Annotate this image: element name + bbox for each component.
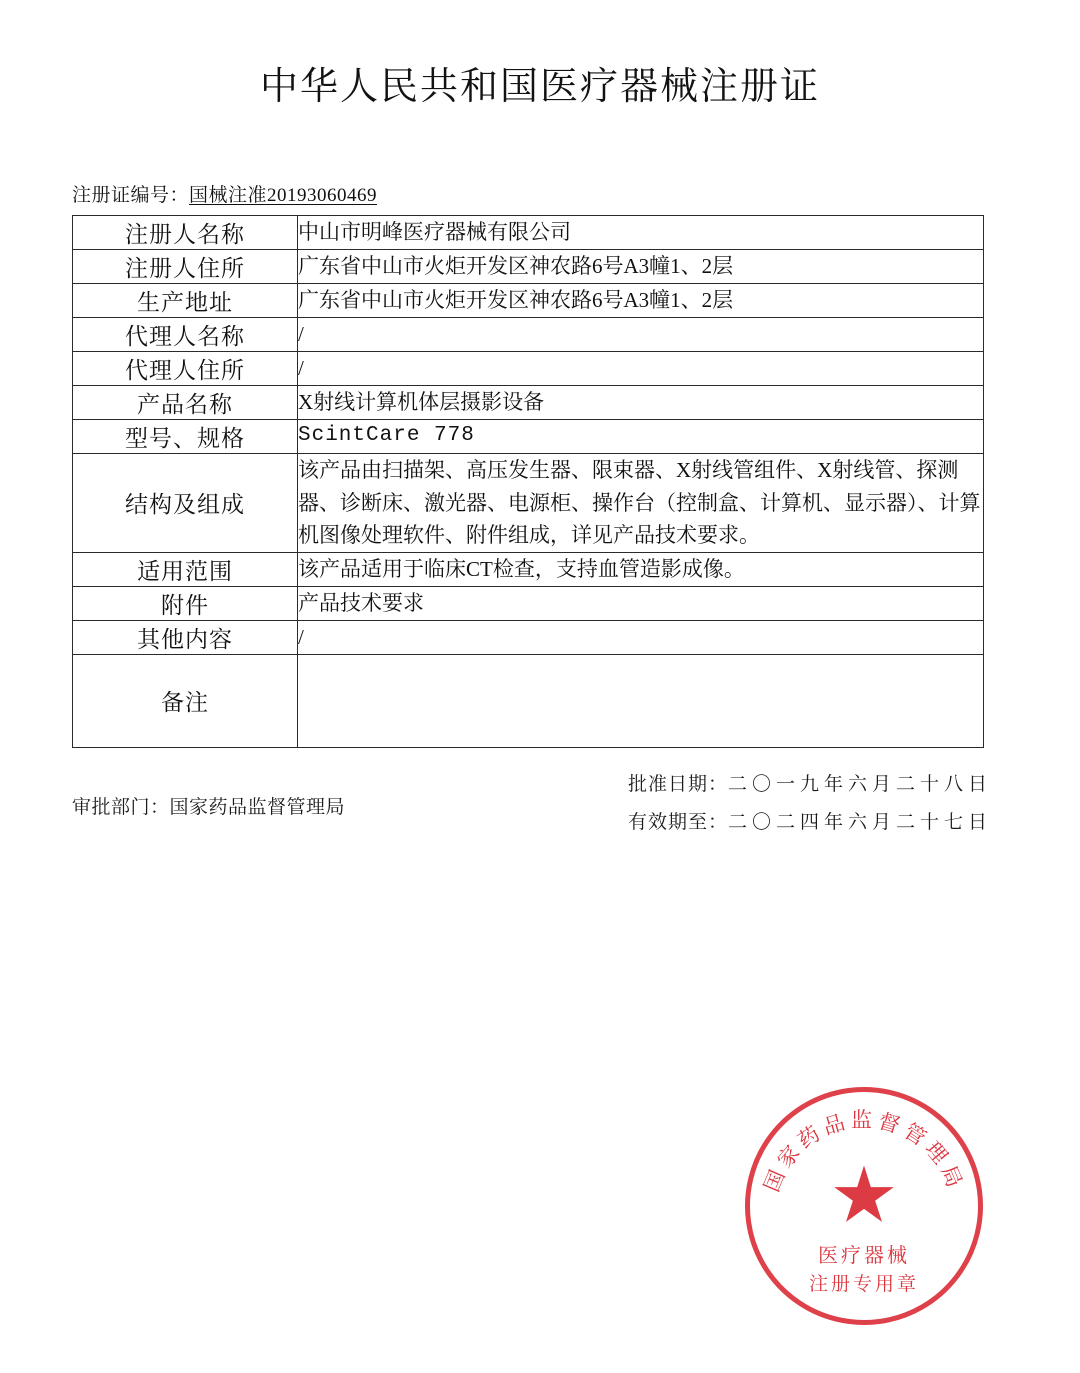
seal-arc-text [745,1087,983,1325]
row-label-structure-composition: 结构及组成 [73,454,298,553]
row-value-production-address: 广东省中山市火炬开发区神农路6号A3幢1、2层 [298,284,984,318]
row-label-agent-name: 代理人名称 [73,318,298,352]
registration-number-value: 国械注准20193060469 [189,185,378,206]
table-row [73,284,984,318]
row-label-scope-of-application: 适用范围 [73,552,298,586]
valid-until-value: 二〇二四年六月二十七日 [727,811,992,833]
row-label-agent-address: 代理人住所 [73,352,298,386]
row-label-model-spec: 型号、规格 [73,420,298,454]
row-value-model-spec: ScintCare 778 [298,420,984,454]
row-label-registrant-address: 注册人住所 [73,250,298,284]
table-row [73,654,984,747]
seal-arc-label: 国家药品监督管理局 [759,1108,969,1196]
table-row [73,318,984,352]
seal-ring [730,1072,999,1341]
row-label-attachment: 附件 [73,586,298,620]
row-value-agent-name: / [298,318,984,352]
approval-date-label: 批准日期： [627,773,728,795]
row-value-registrant-name: 中山市明峰医疗器械有限公司 [298,216,984,250]
row-value-attachment: 产品技术要求 [298,586,984,620]
row-label-product-name: 产品名称 [73,386,298,420]
table-row [73,216,984,250]
row-label-other-content: 其他内容 [73,620,298,654]
approval-department-label: 审批部门： [72,796,170,818]
row-value-registrant-address: 广东省中山市火炬开发区神农路6号A3幢1、2层 [298,250,984,284]
row-value-other-content: / [298,620,984,654]
row-value-scope-of-application: 该产品适用于临床CT检查，支持血管造影成像。 [298,552,984,586]
date-block [628,766,992,842]
official-seal-stamp [745,1087,983,1325]
certificate-table [72,215,984,748]
approval-department [72,792,345,819]
registration-number-label: 注册证编号： [72,185,190,206]
approval-department-value: 国家药品监督管理局 [169,796,346,818]
row-value-product-name: X射线计算机体层摄影设备 [298,386,984,420]
row-value-structure-composition: 该产品由扫描架、高压发生器、限束器、X射线管组件、X射线管、探测器、诊断床、激光器、电源柜、操作台（控制盒、计算机、显示器）、计算机图像处理软件、附件组成，详见产品技术要求。 [298,454,984,553]
certificate-page [0,55,1080,1373]
table-row [73,250,984,284]
row-label-production-address: 生产地址 [73,284,298,318]
row-value-remark [298,654,984,747]
valid-until-label: 有效期至： [627,811,728,833]
row-value-agent-address: / [298,352,984,386]
approval-date-value: 二〇一九年六月二十八日 [727,773,992,795]
table-row [73,620,984,654]
table-row [73,586,984,620]
table-row [73,386,984,420]
seal-line-2: 注册专用章 [808,1274,919,1295]
valid-until-row [628,804,992,842]
svg-text:国家药品监督管理局 [759,1108,968,1195]
table-row [73,352,984,386]
table-row [73,454,984,553]
row-label-registrant-name: 注册人名称 [73,216,298,250]
registration-number-line [72,180,1080,207]
seal-line-1: 医疗器械 [818,1245,910,1267]
footer [0,762,1080,872]
page-title: 中华人民共和国医疗器械注册证 [259,66,820,108]
approval-date-row [628,766,992,804]
row-label-remark: 备注 [73,654,298,747]
table-row [73,552,984,586]
seal-star-icon [833,1165,895,1227]
table-row [73,420,984,454]
